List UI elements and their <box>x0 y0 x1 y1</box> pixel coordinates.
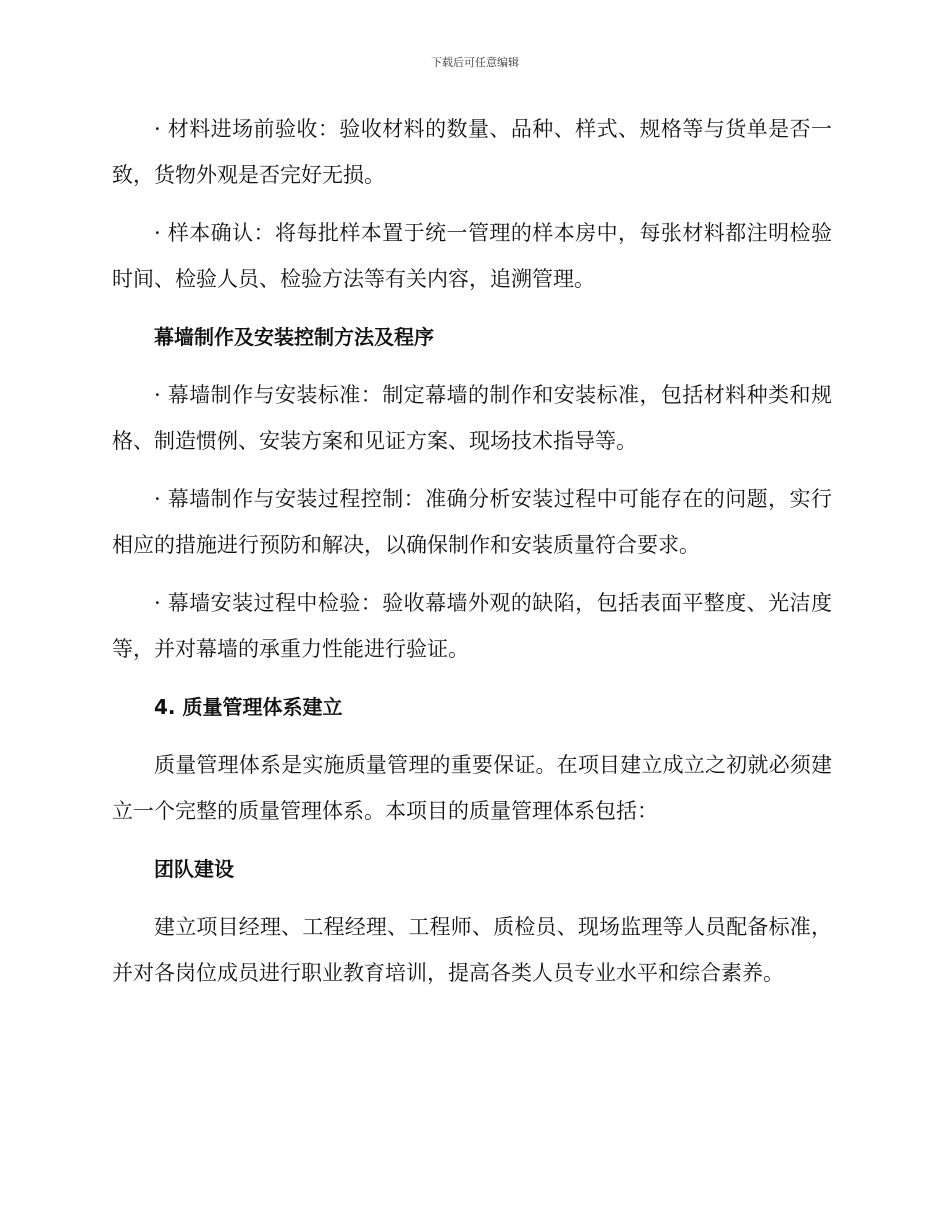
paragraph-quality-system-intro: 质量管理体系是实施质量管理的重要保证。在项目建立成立之初就必须建立一个完整的质量管理体系。本项目的质量管理体系包括： <box>112 753 832 823</box>
section-heading-quality-system: 4. 质量管理体系建立 <box>154 695 343 719</box>
section-heading-team-building: 团队建设 <box>154 857 234 881</box>
paragraph-material-acceptance: · 材料进场前验收：验收材料的数量、品种、样式、规格等与货单是否一致，货物外观是否完好无损。 <box>112 117 832 187</box>
section-heading-curtain-wall: 幕墙制作及安装控制方法及程序 <box>154 325 434 349</box>
document-body <box>112 106 832 1008</box>
paragraph-sample-confirmation: · 样本确认：将每批样本置于统一管理的样本房中，每张材料都注明检验时间、检验人员、检验方法等有关内容，追溯管理。 <box>112 221 832 291</box>
paragraph-process-control: · 幕墙制作与安装过程控制：准确分析安装过程中可能存在的问题，实行相应的措施进行预防和解决，以确保制作和安装质量符合要求。 <box>112 487 832 557</box>
page-header: 下载后可任意编辑 <box>431 56 519 69</box>
paragraph-team-building: 建立项目经理、工程经理、工程师、质检员、现场监理等人员配备标准，并对各岗位成员进行职业教育培训，提高各类人员专业水平和综合素养。 <box>112 915 832 985</box>
paragraph-curtain-wall-standard: · 幕墙制作与安装标准：制定幕墙的制作和安装标准，包括材料种类和规格、制造惯例、安装方案和见证方案、现场技术指导等。 <box>112 383 832 453</box>
paragraph-installation-inspection: · 幕墙安装过程中检验：验收幕墙外观的缺陷，包括表面平整度、光洁度等，并对幕墙的承重力性能进行验证。 <box>112 591 832 661</box>
